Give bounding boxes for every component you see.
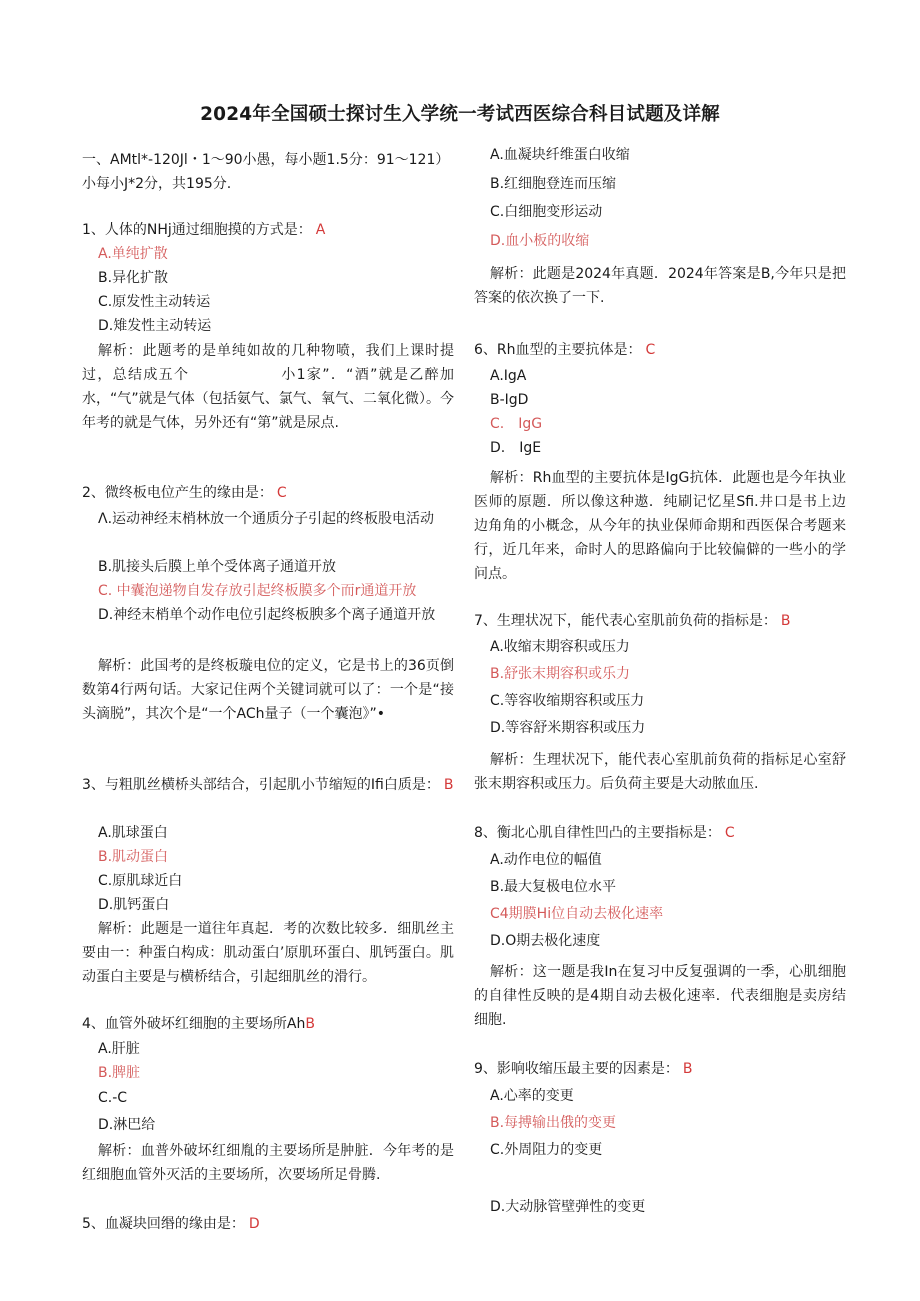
question-5 xyxy=(82,1212,454,1236)
answer-letter: C xyxy=(276,485,287,501)
question-text: 7、生理状况下，能代表心室肌前负荷的指标是： xyxy=(474,613,777,629)
option: B.肌动蛋白 xyxy=(98,849,169,865)
intro-text: 一、AMtl*-120Jl・1〜90小愚，每小题1.5分：91〜121）小每小J*2分，共195分. xyxy=(82,152,450,192)
option: D.淋巴给 xyxy=(98,1117,156,1133)
option: A.肌球蛋白 xyxy=(98,825,168,841)
option: A.收缩末期容积或压力 xyxy=(490,639,630,655)
question-4 xyxy=(82,1012,454,1036)
option: B.肌接头后膜上单个受体离子通道开放 xyxy=(98,559,337,575)
answer-letter: C xyxy=(724,825,735,841)
explanation: 解析：这一题是我In在复习中反复强调的一季，心肌细胞的自律性反映的是4期自动去极化速率．代表细胞是卖房结细胞. xyxy=(474,964,846,1028)
option: A.IgA xyxy=(490,368,527,384)
question-9 xyxy=(474,1057,846,1081)
option: B.每搏输出俄的变更 xyxy=(490,1115,617,1131)
answer-letter: B xyxy=(780,613,791,629)
answer-letter: A xyxy=(315,222,326,238)
option: A.肝脏 xyxy=(98,1041,140,1057)
option: D.神经末梢单个动作电位引起终板腴多个离子通道开放 xyxy=(98,607,436,623)
option: C.-C xyxy=(98,1090,128,1106)
question-8 xyxy=(474,821,846,845)
answer-letter: B xyxy=(443,777,454,793)
option: B.舒张末期容积或乐力 xyxy=(490,666,631,682)
question-7 xyxy=(474,609,846,633)
option: D.大动脉管壁弹性的变更 xyxy=(490,1199,646,1215)
option: C.原肌球近白 xyxy=(98,873,183,889)
option: D.肌钙蛋白 xyxy=(98,897,170,913)
option: B.脾脏 xyxy=(98,1065,141,1081)
question-1 xyxy=(82,218,454,242)
question-text: 3、与粗肌丝横桥头部结合，引起肌小节缩短的Ifi白质是： xyxy=(82,777,440,793)
answer-letter: C xyxy=(645,342,656,358)
option: Λ.运动神经末梢林放一个通质分子引起的终板股电活动 xyxy=(98,511,435,527)
option: D. IgE xyxy=(490,440,542,456)
question-2 xyxy=(82,481,454,505)
question-text: 9、影响收缩压最主要的因素是： xyxy=(474,1061,679,1077)
answer-letter: B xyxy=(682,1061,693,1077)
option: B.红细胞登连而压缩 xyxy=(490,176,617,192)
explanation: 解析：此国考的是终板璇电位的定义，它是书上的36页倒数第4行两句话。大家记住两个关键词就可以了：一个是“接头滴脱”，其次个是“一个ACh量子（一个囊泡》”• xyxy=(82,658,454,722)
option: B-IgD xyxy=(490,392,529,408)
explanation: 解析：此题考的是单纯如故的几种物喷，我们上课时提过，总结成五个 小1家”．“酒”就是乙醉加水，“气”就是气体（包括氨气、氯气、氧气、二氧化微）。今年考的就是气体，另外还有“第”就是尿点. xyxy=(82,343,454,431)
question-text: 1、人体的NHj通过细胞摸的方式是： xyxy=(82,222,312,238)
explanation: 解析：Rh血型的主要抗体是IgG抗体．此题也是今年执业医师的原题．所以像这种遨．纯刷记忆星Sfi.井口是书上边边角角的小概念，从今年的执业保师命期和西医保合考题来行，近几年来，命时人的思路偏向于比较偏僻的一些小的学问点。 xyxy=(474,470,846,582)
question-6 xyxy=(474,338,846,362)
option: C.外周阻力的变更 xyxy=(490,1142,603,1158)
option: D.O期去极化速度 xyxy=(490,933,601,949)
question-text: 2、微终板电位产生的缘由是： xyxy=(82,485,273,501)
option: A.血凝块纤维蛋白收缩 xyxy=(490,147,630,163)
explanation: 解析：生理状况下，能代表心室肌前负荷的指标足心室舒张末期容积或压力。后负荷主要是大动脓血压. xyxy=(474,752,846,792)
option: C.原发性主动转运 xyxy=(98,294,211,310)
option: C. IgG xyxy=(490,416,543,432)
option: A.单纯扩散 xyxy=(98,246,168,262)
option: A.动作电位的幅值 xyxy=(490,852,602,868)
page-title: 2024年全国硕士探讨生入学统一考试西医综合科目试题及详解 xyxy=(200,104,720,125)
answer-letter: B xyxy=(305,1016,315,1032)
question-text: 4、血管外破坏红细胞的主要场所Ah xyxy=(82,1016,306,1032)
question-3 xyxy=(82,773,454,797)
option: B.最大复极电位水平 xyxy=(490,879,617,895)
option: C. 中囊泡递物自发存放引起终板膜多个而r通道开放 xyxy=(98,583,417,599)
option: D.血小板的收缩 xyxy=(490,233,590,249)
option: B.异化扩散 xyxy=(98,270,169,286)
explanation: 解析：此题是一道往年真起．考的次数比较多．细肌丝主要由一：种蛋白构成：肌动蛋白’原肌环蛋白、肌钙蛋白。肌动蛋白主要是与横桥结合，引起细肌丝的滑行。 xyxy=(82,921,454,985)
question-text: 5、血凝块回缗的缘由是： xyxy=(82,1216,245,1232)
option: C.白细胞变形运动 xyxy=(490,204,603,220)
question-text: 6、Rh血型的主要抗体是： xyxy=(474,342,642,358)
explanation: 解析：此题是2024年真题．2024年答案是B,今年只是把答案的依次换了一下. xyxy=(474,266,846,306)
option: D.等容舒米期容积或压力 xyxy=(490,720,646,736)
option: A.心率的变更 xyxy=(490,1088,574,1104)
question-text: 8、衡北心肌自律性凹凸的主要指标是： xyxy=(474,825,721,841)
option: C.等容收缩期容积或压力 xyxy=(490,693,645,709)
option: D.雉发性主动转运 xyxy=(98,318,212,334)
answer-letter: D xyxy=(248,1216,260,1232)
explanation: 解析：血普外破坏红细胤的主要场所是肿脏．今年考的是红细胞血管外灭活的主要场所，次要场所足骨腾. xyxy=(82,1143,454,1183)
option: C4期膜Hi位自动去极化速率 xyxy=(490,906,664,922)
